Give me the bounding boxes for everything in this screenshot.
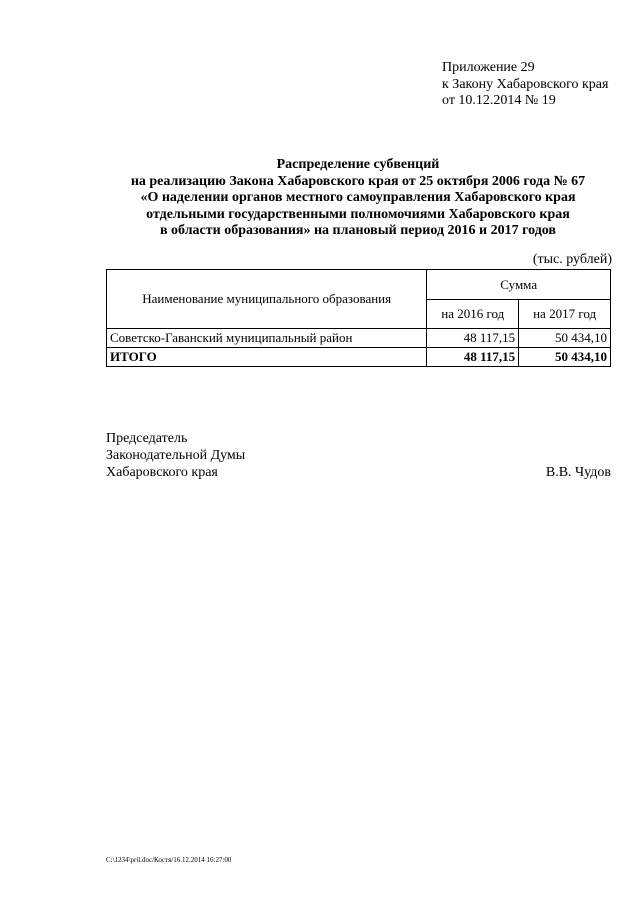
signature-line-1: Председатель xyxy=(106,431,188,446)
header-sum-cell: Сумма xyxy=(427,270,611,300)
total-label-cell: ИТОГО xyxy=(107,348,427,367)
title-line-2: на реализацию Закона Хабаровского края от 25 октября 2006 года № 67 xyxy=(130,173,586,189)
row-name-cell: Советско-Гаванский муниципальный район xyxy=(107,329,427,348)
file-path-footer: C:\1234\pril.doc/Костя/16.12.2014 16:27:00 xyxy=(106,856,232,864)
subsidy-table xyxy=(106,269,611,367)
annex-line-3: от 10.12.2014 № 19 xyxy=(442,93,556,108)
units-label: (тыс. рублей) xyxy=(532,252,612,267)
signature-line-2: Законодательной Думы xyxy=(106,448,246,463)
total-2016-cell: 48 117,15 xyxy=(427,348,519,367)
signature-block xyxy=(106,430,611,481)
header-2016-cell: на 2016 год xyxy=(427,300,519,329)
table-row xyxy=(107,329,611,348)
title-line-1: Распределение субвенций xyxy=(276,157,440,172)
row-2017-cell: 50 434,10 xyxy=(519,329,611,348)
row-2016-cell: 48 117,15 xyxy=(427,329,519,348)
annex-line-2: к Закону Хабаровского края xyxy=(442,76,609,92)
total-2017-cell: 50 434,10 xyxy=(519,348,611,367)
table-total-row xyxy=(107,348,611,367)
document-title xyxy=(100,157,616,240)
title-line-5: в области образования» на плановый период 2016 и 2017 годов xyxy=(159,223,556,238)
signature-line-3: Хабаровского края xyxy=(106,465,218,480)
annex-reference xyxy=(442,60,608,110)
table-header-row xyxy=(107,270,611,300)
header-2017-cell: на 2017 год xyxy=(519,300,611,329)
signature-line-3-row xyxy=(106,464,611,481)
header-name-cell: Наименование муниципального образования xyxy=(107,270,427,329)
annex-line-1: Приложение 29 xyxy=(442,60,535,75)
signatory-name: В.В. Чудов xyxy=(545,465,611,480)
title-line-4: отдельными государственными полномочиями Хабаровского края xyxy=(146,206,570,222)
title-line-3: «О наделении органов местного самоуправления Хабаровского края xyxy=(140,190,576,205)
